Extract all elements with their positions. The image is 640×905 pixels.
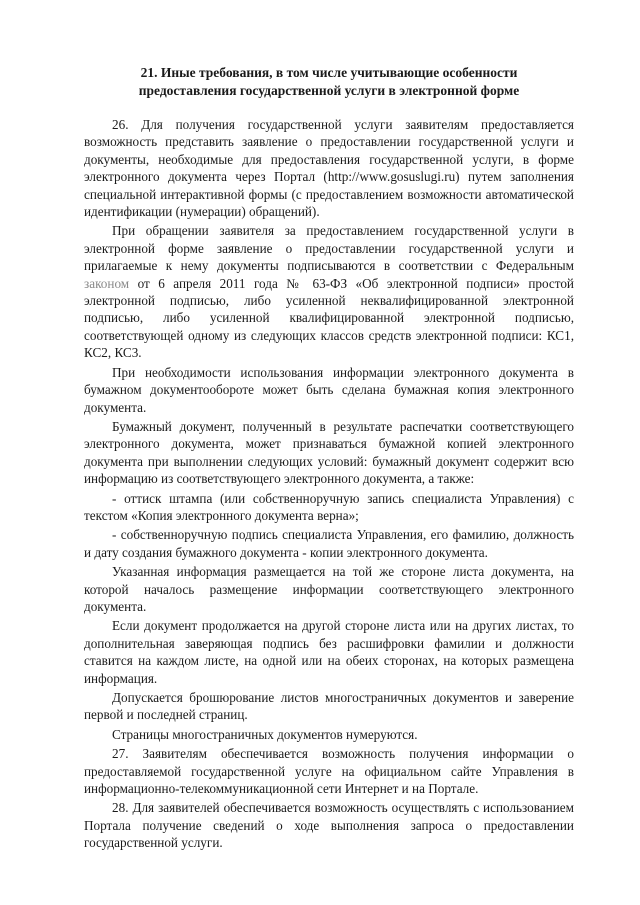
paragraph-26: 26. Для получения государственной услуги заявителям предоставляется возможность представить заявление о предоставлении государственной услуги и документы, необходимые для предоставления государственной услуги, в форме электронного документа через Портал (http://www.gosuslugi.ru) путем заполнения специальной интерактивной формы (с предоставлением возможности автоматической идентификации (нумерации) обращений). [84, 117, 574, 220]
heading-line-1: 21. Иные требования, в том числе учитывающие особенности [140, 65, 518, 80]
paragraph-continuation: Если документ продолжается на другой стороне листа или на других листах, то дополнительная заверяющая подпись без расшифровки фамилии и должности ставится на каждом листе, на одной или на обеих сторонах, на которых размещена информация. [84, 618, 574, 686]
section-heading [84, 64, 574, 100]
paragraph-28: 28. Для заявителей обеспечивается возможность осуществлять с использованием Портала получение сведений о ходе выполнения запроса о предоставлении государственной услуги. [84, 800, 574, 851]
paragraph-numbering: Страницы многостраничных документов нумеруются. [112, 726, 418, 742]
list-item-signature: - собственноручную подпись специалиста Управления, его фамилию, должность и дату создания бумажного документа - копии электронного документа. [84, 527, 574, 560]
paragraph-text: от 6 апреля 2011 года № 63-ФЗ «Об электронной подписи» простой электронной подписью, либо усиленной неквалифицированной электронной подписью, либо усиленной квалифицированной электронной подписью, соответствующей одному из следующих классов средств электронной подписи: КС1, КС2, КС3. [84, 275, 574, 361]
law-link[interactable]: законом [84, 275, 130, 291]
paragraph-27: 27. Заявителям обеспечивается возможность получения информации о предоставляемой государственной услуге на официальном сайте Управления в информационно-телекоммуникационной сети Интернет и на Портале. [84, 746, 574, 797]
paragraph-electronic-signature [84, 222, 574, 361]
paragraph-paper-copy: При необходимости использования информации электронного документа в бумажном документообороте может быть сделана бумажная копия электронного документа. [84, 364, 574, 415]
heading-line-2: предоставления государственной услуги в электронной форме [138, 83, 520, 98]
paragraph-binding: Допускается брошюрование листов многостраничных документов и заверение первой и последней страниц. [84, 690, 574, 723]
paragraph-text: При обращении заявителя за предоставлением государственной услуги в электронной форме заявление о предоставлении государственной услуги и прилагаемые к нему документы подписываются в соответствии с Федеральным [84, 223, 574, 274]
paragraph-paper-document-conditions: Бумажный документ, полученный в результате распечатки соответствующего электронного документа, может признаваться бумажной копией электронного документа при выполнении следующих условий: бумажный документ содержит всю информацию из соответствующего электронного документа, а также: [84, 418, 574, 487]
paragraph-information-placement: Указанная информация размещается на той же стороне листа документа, на которой началось размещение информации соответствующего электронного документа. [84, 564, 574, 614]
document-body [84, 116, 574, 852]
list-item-stamp: - оттиск штампа (или собственноручную запись специалиста Управления) с текстом «Копия электронного документа верна»; [84, 490, 574, 523]
